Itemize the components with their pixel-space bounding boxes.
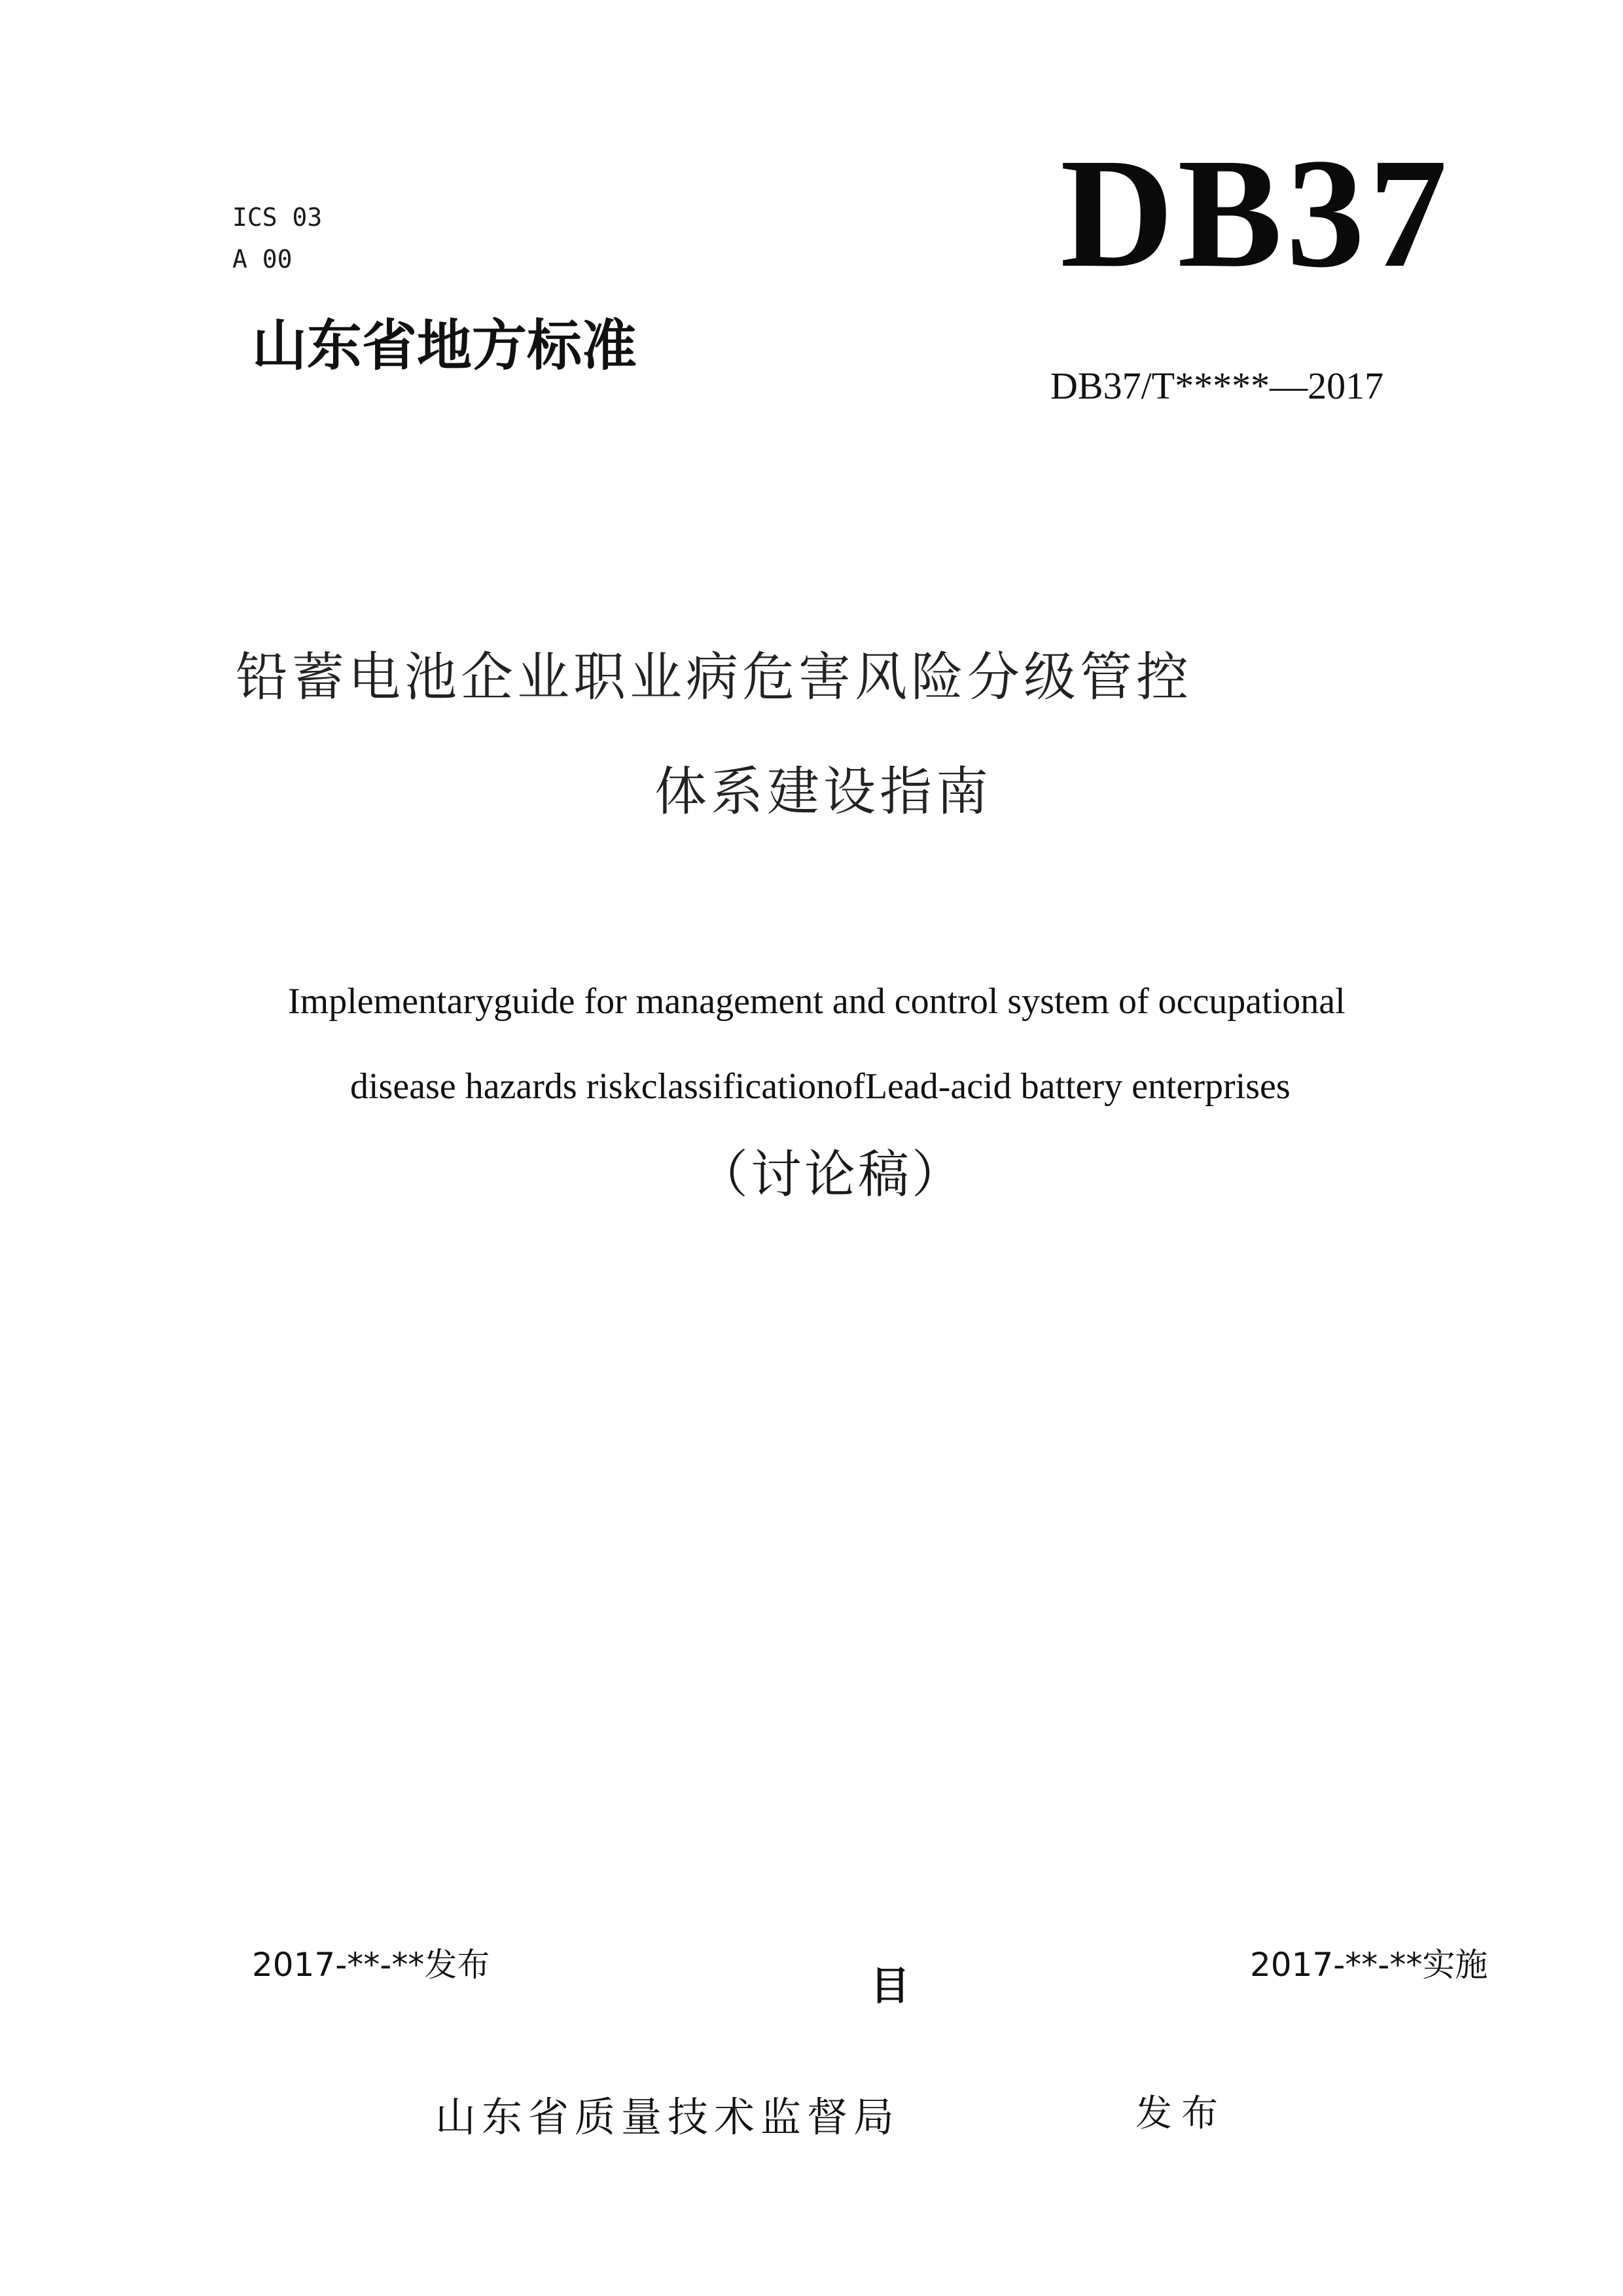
standard-code: DB37/T*****—2017	[1050, 365, 1384, 407]
title-en-line1: Implementaryguide for management and control system of occupational	[288, 981, 1346, 1022]
issuing-authority: 山东省质量技术监督局	[435, 2093, 901, 2141]
center-character: 目	[870, 1964, 910, 2009]
class-code: A 00	[232, 245, 293, 274]
publish-date: 2017-**-**发布	[252, 1946, 490, 1984]
implement-date: 2017-**-**实施	[1250, 1946, 1488, 1984]
db-logo: DB37	[1060, 126, 1452, 300]
ics-code: ICS 03	[232, 203, 323, 232]
title-cn-line2: 体系建设指南	[654, 761, 992, 822]
title-en-line2: disease hazards riskclassificationofLead-acid battery enterprises	[350, 1066, 1291, 1107]
standard-category: 山东省地方标准	[252, 314, 637, 378]
issue-label: 发布	[1135, 2092, 1227, 2135]
title-cn-line1: 铅蓄电池企业职业病危害风险分级管控	[236, 647, 1192, 708]
ics-classification	[232, 196, 322, 280]
draft-note: （讨论稿）	[697, 1145, 966, 1204]
